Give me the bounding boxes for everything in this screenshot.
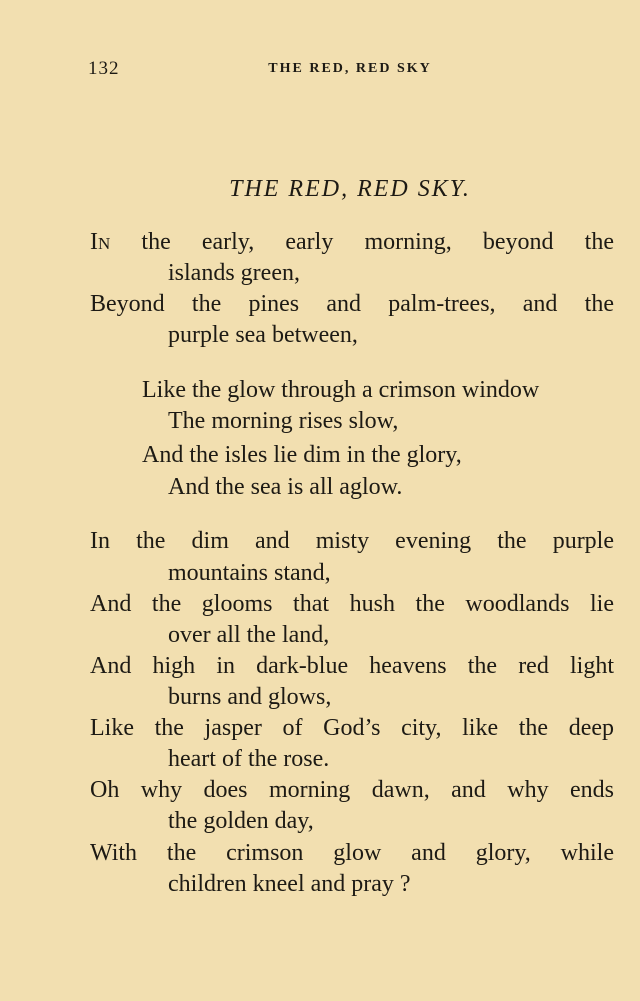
poem-line-continuation: the golden day, (168, 808, 314, 834)
poem-line: And the glooms that hush the woodlands lie (90, 591, 614, 617)
poem-line-continuation: over all the land, (168, 622, 330, 648)
poem-line-continuation: islands green, (168, 260, 300, 286)
poem-line: The morning rises slow, (168, 408, 399, 434)
drop-word: In (90, 229, 111, 255)
poem-line: And the sea is all aglow. (168, 474, 403, 500)
poem-title: THE RED, RED SKY. (229, 176, 471, 202)
poem-line: In the dim and misty evening the purple (90, 528, 614, 554)
line-text: the early, early morning, beyond the (110, 229, 614, 255)
poem-line-continuation: mountains stand, (168, 560, 331, 586)
poem-line: Like the glow through a crimson window (142, 377, 540, 403)
poem-line: And the isles lie dim in the glory, (142, 442, 462, 468)
poem-line-continuation: heart of the rose. (168, 746, 330, 772)
page-header (0, 58, 640, 80)
poem-line: Beyond the pines and palm-trees, and the (90, 291, 614, 317)
poem-line-continuation: purple sea between, (168, 322, 358, 348)
poem-line: And high in dark-blue heavens the red light (90, 653, 614, 679)
poem-line: With the crimson glow and glory, while (90, 840, 614, 866)
poem-line: Oh why does morning dawn, and why ends (90, 777, 614, 803)
poem-line: Like the jasper of God’s city, like the deep (90, 715, 614, 741)
poem-line-continuation: burns and glows, (168, 684, 332, 710)
running-title: THE RED, RED SKY (268, 61, 432, 76)
page-number: 132 (88, 58, 120, 79)
poem-line (90, 227, 614, 257)
poem-line-continuation: children kneel and pray ? (168, 871, 411, 897)
